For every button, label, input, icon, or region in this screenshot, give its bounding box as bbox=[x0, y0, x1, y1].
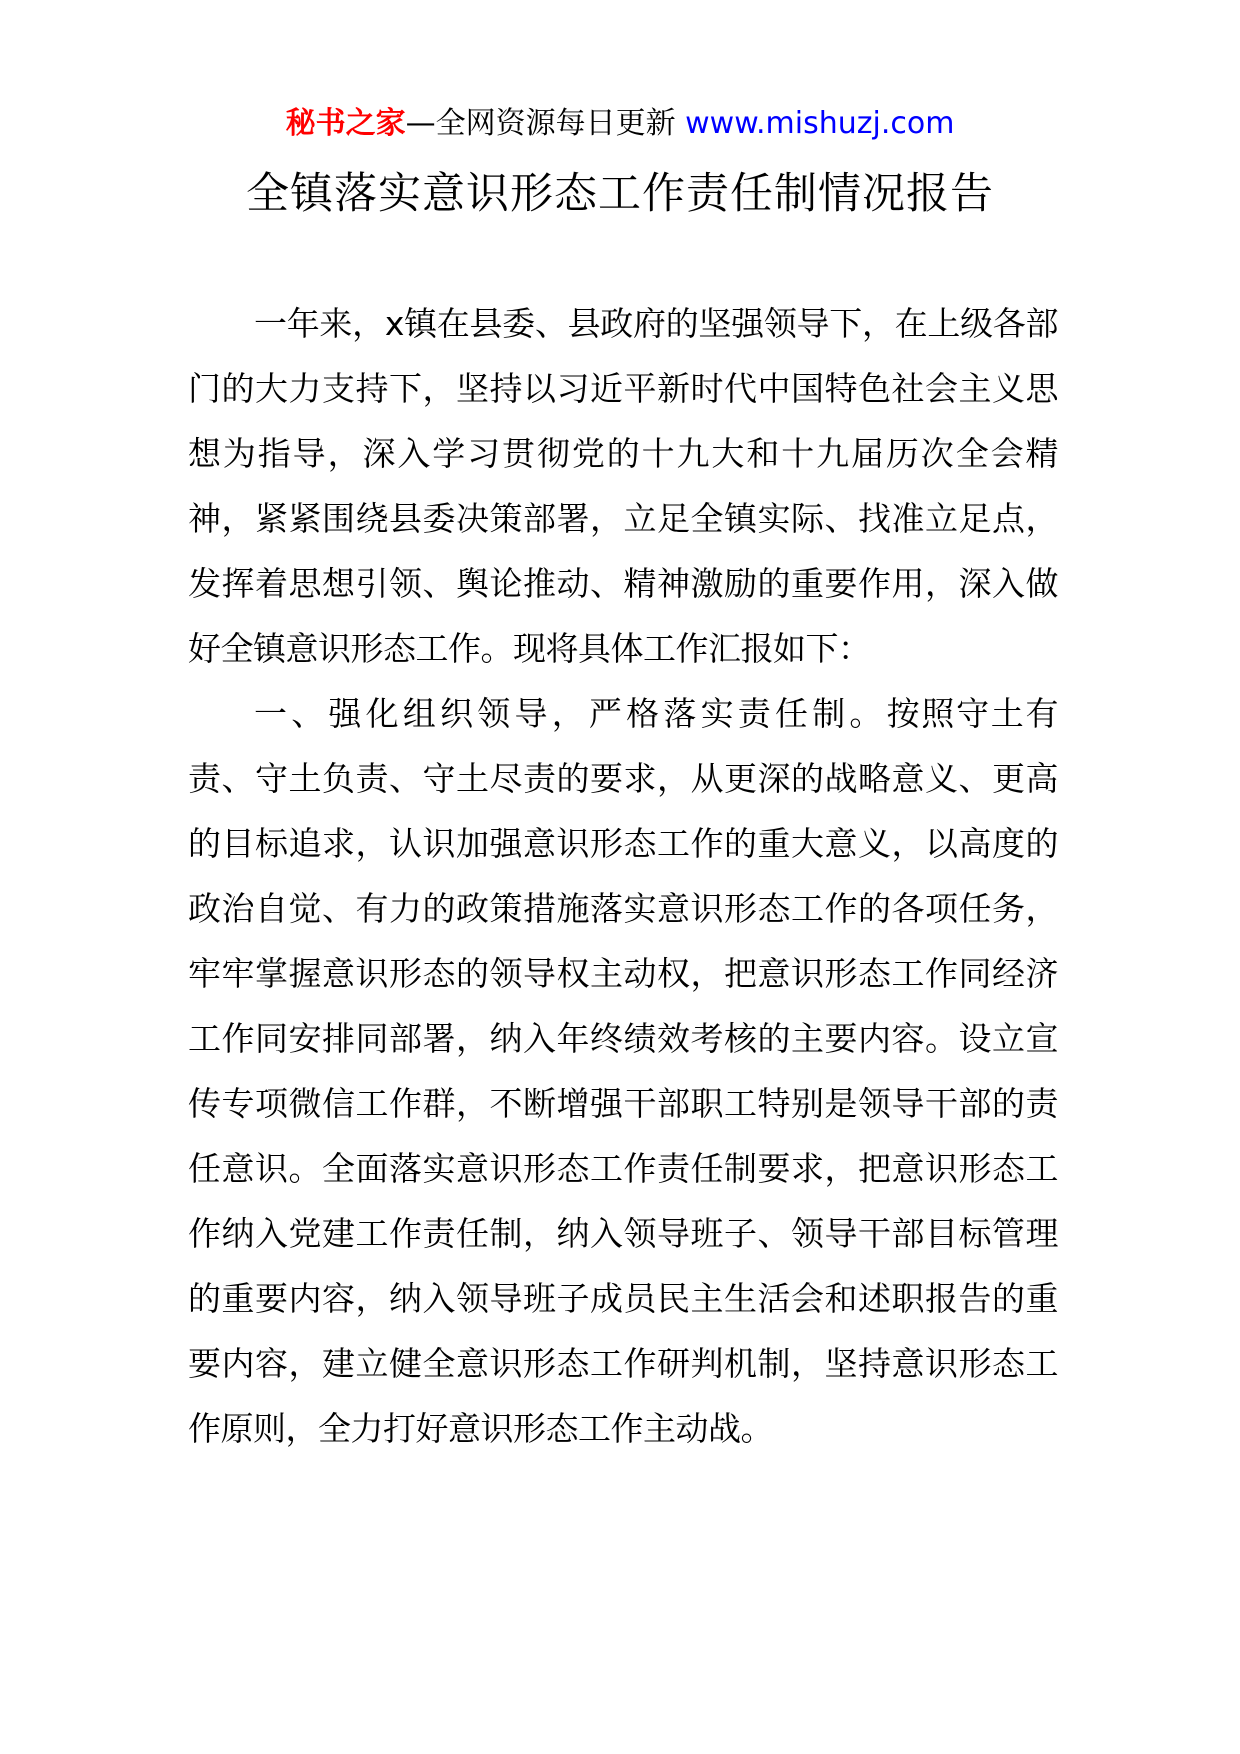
document-body bbox=[188, 291, 1058, 1461]
section-heading: 一、强化组织领导，严格落实责任制。 bbox=[254, 694, 887, 733]
site-header bbox=[0, 106, 1240, 142]
paragraph-text: 按照守土有责、守土负责、守土尽责的要求，从更深的战略意义、更高的目标追求，认识加强意识形态工作的重大意义，以高度的政治自觉、有力的政策措施落实意识形态工作的各项任务，牢牢掌握意识形态的领导权主动权，把意识形态工作同经济工作同安排同部署，纳入年终绩效考核的主要内容。设立宣传专项微信工作群，不断增强干部职工特别是领导干部的责任意识。全面落实意识形态工作责任制要求，把意识形态工作纳入党建工作责任制，纳入领导班子、领导干部目标管理的重要内容，纳入领导班子成员民主生活会和述职报告的重要内容，建立健全意识形态工作研判机制，坚持意识形态工作原则，全力打好意识形态工作主动战。 bbox=[188, 694, 1059, 1448]
paragraph-intro bbox=[188, 291, 1058, 681]
paragraph-section-1 bbox=[188, 681, 1058, 1461]
brand-name: 秘书之家 bbox=[285, 106, 406, 141]
header-tagline: —全网资源每日更新 bbox=[405, 106, 686, 141]
document-title: 全镇落实意识形态工作责任制情况报告 bbox=[246, 169, 994, 219]
site-url-link[interactable]: www.mishuzj.com bbox=[685, 106, 955, 141]
paragraph-text: 一年来，x镇在县委、县政府的坚强领导下，在上级各部门的大力支持下，坚持以习近平新时代中国特色社会主义思想为指导，深入学习贯彻党的十九大和十九届历次全会精神，紧紧围绕县委决策部署，立足全镇实际、找准立足点，发挥着思想引领、舆论推动、精神激励的重要作用，深入做好全镇意识形态工作。现将具体工作汇报如下： bbox=[188, 304, 1058, 668]
